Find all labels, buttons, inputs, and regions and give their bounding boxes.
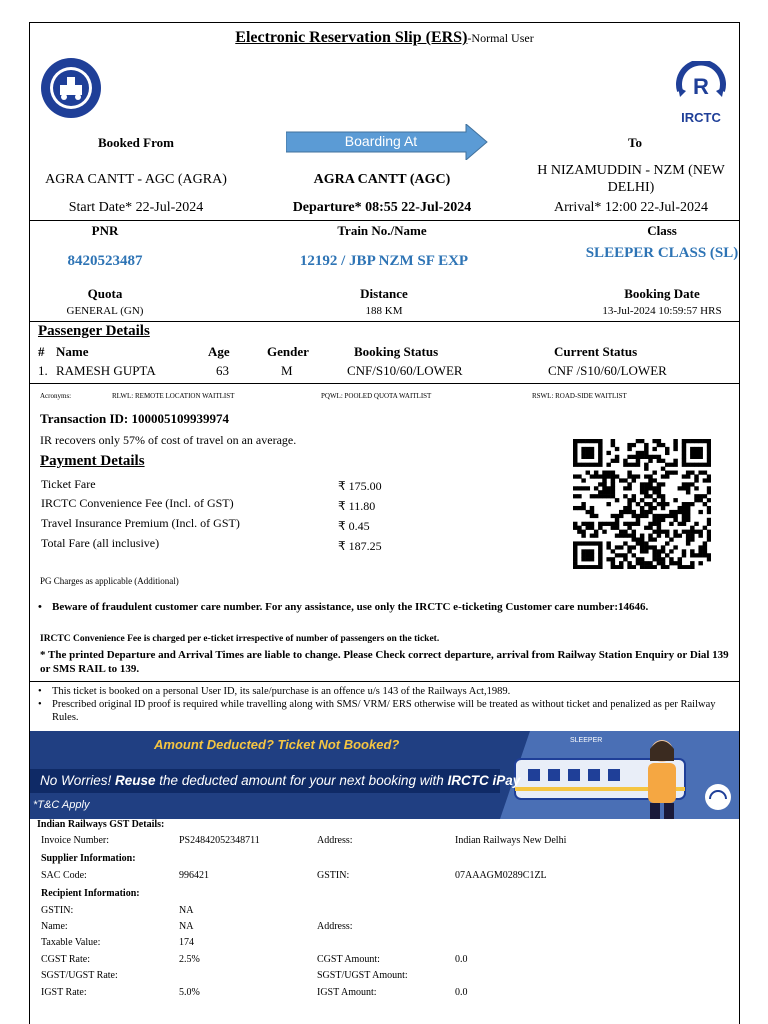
passenger-booking-status: CNF/S10/60/LOWER xyxy=(347,363,463,378)
divider xyxy=(30,383,739,384)
to-station: H NIZAMUDDIN - NZM (NEW DELHI) xyxy=(537,163,725,195)
passenger-no: 1. xyxy=(38,363,48,378)
igst-amt-value: 0.0 xyxy=(455,987,468,998)
banner-part1: No Worries! xyxy=(40,773,116,788)
divider xyxy=(30,681,739,682)
boarding-station: AGRA CANTT (AGC) xyxy=(313,172,451,187)
pay-conv-fee-value: ₹ 11.80 xyxy=(338,499,376,513)
acronym-pqwl: PQWL: POOLED QUOTA WAITLIST xyxy=(321,392,432,400)
class-value: SLEEPER CLASS (SL) xyxy=(585,245,739,261)
passenger-heading: Passenger Details xyxy=(38,323,150,339)
pay-insurance-value: ₹ 0.45 xyxy=(338,519,370,533)
invoice-label: Invoice Number: xyxy=(41,835,110,846)
notice-id-proof-text: Prescribed original ID proof is required while travelling along with SMS/ VRM/ ERS otherwise will be treated as without ticket and penalized as per Railway Rules. xyxy=(52,699,716,723)
taxable-value: 174 xyxy=(179,937,194,948)
quota-value: GENERAL (GN) xyxy=(66,305,144,317)
col-no: # xyxy=(38,344,45,359)
acronym-rlwl: RLWL: REMOTE LOCATION WAITLIST xyxy=(112,392,235,400)
invoice-value: PS24842052348711 xyxy=(179,835,260,846)
distance-value: 188 KM xyxy=(365,305,403,317)
pnr-label: PNR xyxy=(91,223,119,238)
ticket-title xyxy=(30,29,739,47)
start-date: Start Date* 22-Jul-2024 xyxy=(68,200,204,215)
col-gender: Gender xyxy=(267,344,309,359)
pay-ticket-fare-value: ₹ 175.00 xyxy=(338,479,382,493)
ipay-banner[interactable] xyxy=(30,731,739,819)
passenger-age: 63 xyxy=(216,363,229,378)
igst-amt-label: IGST Amount: xyxy=(317,987,377,998)
svg-text:R: R xyxy=(693,74,709,99)
arrival-time: Arrival* 12:00 22-Jul-2024 xyxy=(554,200,708,215)
banner-part4: IRCTC iPay xyxy=(447,773,521,788)
irctc-logo-text: IRCTC xyxy=(681,110,721,125)
banner-part3: the deducted amount for your next booking with xyxy=(155,773,448,788)
booking-date-label: Booking Date xyxy=(624,286,700,301)
passenger-name: RAMESH GUPTA xyxy=(56,363,156,378)
passenger-current-status: CNF /S10/60/LOWER xyxy=(548,363,667,378)
banner-line xyxy=(40,773,520,788)
departure-time: Departure* 08:55 22-Jul-2024 xyxy=(292,200,472,215)
ticket-page xyxy=(29,22,740,1024)
r-name-label: Name: xyxy=(41,921,68,932)
banner-train-label: SLEEPER xyxy=(570,737,603,744)
cgst-amt-value: 0.0 xyxy=(455,954,468,965)
class-label: Class xyxy=(647,223,677,238)
boarding-arrow xyxy=(286,124,488,160)
acronyms-label: Acronyms: xyxy=(40,392,72,400)
acronym-rswl: RSWL: ROAD-SIDE WAITLIST xyxy=(532,392,627,400)
train-label: Train No./Name xyxy=(337,223,427,238)
col-booking-status: Booking Status xyxy=(354,344,439,359)
booking-date-value: 13-Jul-2024 10:59:57 HRS xyxy=(602,305,722,317)
pay-total-value: ₹ 187.25 xyxy=(338,539,382,553)
cgst-rate-label: CGST Rate: xyxy=(41,954,90,965)
quota-label: Quota xyxy=(87,286,123,301)
pay-ticket-fare-label: Ticket Fare xyxy=(41,477,96,491)
banner-tc: *T&C Apply xyxy=(33,799,90,811)
title-subtitle: -Normal User xyxy=(467,31,534,45)
supplier-heading: Supplier Information: xyxy=(41,853,136,864)
indian-railways-logo xyxy=(40,57,102,119)
pay-total-label: Total Fare (all inclusive) xyxy=(41,536,160,550)
irctc-logo xyxy=(670,61,732,125)
train-value: 12192 / JBP NZM SF EXP xyxy=(299,253,469,269)
r-gstin-label: GSTIN: xyxy=(41,905,74,916)
col-age: Age xyxy=(208,344,230,359)
banner-headline: Amount Deducted? Ticket Not Booked? xyxy=(154,737,400,752)
sac-label: SAC Code: xyxy=(41,870,87,881)
notice-times: * The printed Departure and Arrival Times are liable to change. Please Check correct departure, arrival from Railway Station Enquiry or Dial 139 or SMS RAIL to 139. xyxy=(40,649,729,675)
notice-fraud-text: Beware of fraudulent customer care number. For any assistance, use only the IRCTC e-ticketing Customer care number:14646. xyxy=(52,601,649,613)
sac-value: 996421 xyxy=(179,870,209,881)
igst-rate-value: 5.0% xyxy=(179,987,200,998)
r-name-value: NA xyxy=(179,921,194,932)
pay-insurance-label: Travel Insurance Premium (Incl. of GST) xyxy=(41,516,240,530)
r-gstin-value: NA xyxy=(179,905,194,916)
notice-conv-fee: IRCTC Convenience Fee is charged per e-ticket irrespective of number of passengers on the ticket. xyxy=(40,634,440,644)
sgst-amt-label: SGST/UGST Amount: xyxy=(317,970,408,981)
transaction-id: Transaction ID: 100005109939974 xyxy=(40,411,229,426)
from-station: AGRA CANTT - AGC (AGRA) xyxy=(45,172,227,187)
col-current-status: Current Status xyxy=(554,344,638,359)
address-label: Address: xyxy=(317,835,353,846)
distance-label: Distance xyxy=(360,286,408,301)
taxable-label: Taxable Value: xyxy=(41,937,101,948)
pnr-value: 8420523487 xyxy=(67,253,143,269)
recipient-heading: Recipient Information: xyxy=(41,888,140,899)
passenger-gender: M xyxy=(281,363,293,378)
notice-id-proof: • Prescribed original ID proof is required while travelling along with SMS/ VRM/ ERS otherwise will be treated as without ticket and penalized as per Railway Rules. xyxy=(38,698,726,724)
gstin-label: GSTIN: xyxy=(317,870,350,881)
address-value: Indian Railways New Delhi xyxy=(455,835,567,846)
col-name: Name xyxy=(56,344,89,359)
indian-railways-logo-text xyxy=(70,43,79,44)
divider xyxy=(30,321,739,322)
notice-fraud: • Beware of fraudulent customer care number. For any assistance, use only the IRCTC e-ticketing Customer care number:14646. xyxy=(38,601,718,614)
title-main: Electronic Reservation Slip (ERS) xyxy=(235,29,468,46)
to-label: To xyxy=(628,135,642,150)
banner-part2: Reuse xyxy=(115,773,156,788)
boarding-label: Boarding At xyxy=(344,133,418,149)
divider xyxy=(30,220,739,221)
pay-conv-fee-label: IRCTC Convenience Fee (Incl. of GST) xyxy=(41,496,234,510)
gst-heading: Indian Railways GST Details: xyxy=(37,819,165,830)
gstin-value: 07AAAGM0289C1ZL xyxy=(455,870,547,881)
notice-personal-id: • This ticket is booked on a personal User ID, its sale/purchase is an offence u/s 143 of the Railways Act,1989. xyxy=(38,685,726,698)
qr-code xyxy=(573,439,711,569)
igst-rate-label: IGST Rate: xyxy=(41,987,87,998)
payment-heading: Payment Details xyxy=(40,453,145,469)
sgst-rate-label: SGST/UGST Rate: xyxy=(41,970,118,981)
r-address-label: Address: xyxy=(317,921,353,932)
cgst-amt-label: CGST Amount: xyxy=(317,954,380,965)
notice-personal-id-text: This ticket is booked on a personal User ID, its sale/purchase is an offence u/s 143 of the Railways Act,1989. xyxy=(52,686,511,697)
cgst-rate-value: 2.5% xyxy=(179,954,200,965)
booked-from-label: Booked From xyxy=(98,135,174,150)
ir-note: IR recovers only 57% of cost of travel on an average. xyxy=(40,433,297,447)
pg-charges-note: PG Charges as applicable (Additional) xyxy=(40,576,179,586)
